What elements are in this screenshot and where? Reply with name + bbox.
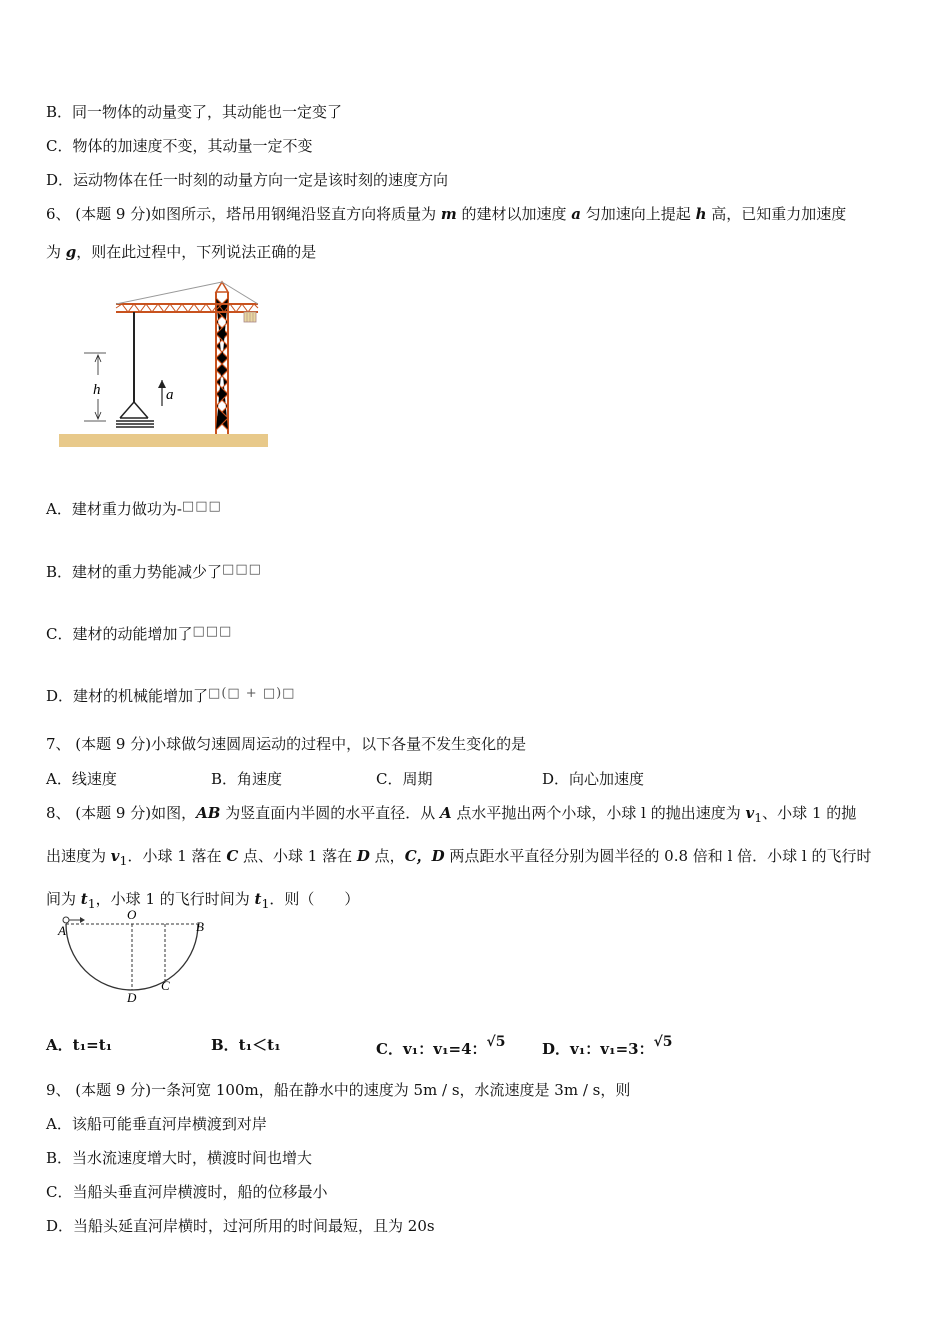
- q7-option-d: D．向心加速度: [542, 770, 645, 788]
- q6-option-c: C．建材的动能增加了□□□: [46, 624, 233, 643]
- formula-placeholder: □□□: [181, 499, 222, 514]
- q8-option-b: B．t₁＜t₁: [211, 1036, 281, 1054]
- q8-stem: 8、 (本题 9 分)如图，AB 为竖直面内半圆的水平直径．从 A 点水平抛出两个小球，小球 l 的抛出速度为 $v_1$、小球 1 的抛 出速度为 $v_1$．小球 1 落在 C 点、小球 1 落在 D 点，C，D 两点距水平直径分别为圆半径的 0.8 倍和 l 倍．小球 l 的飞行时 间为 $t_1$，小球 1 的飞行时间为 $t_1$．则（ ）: [46, 804, 872, 911]
- q8-option-c: C．v₁：v₁=4：√5: [376, 1034, 506, 1058]
- q8-options: [46, 1034, 906, 1056]
- formula-placeholder: □(□ + □)□: [208, 686, 296, 701]
- point-a-label: A: [58, 923, 66, 938]
- formula-placeholder: □□□: [192, 624, 233, 639]
- tower-crane-figure: [58, 278, 270, 450]
- semicircle-figure: [46, 906, 218, 1004]
- q7-option-c: C．周期: [376, 770, 433, 788]
- q8-option-a: A．t₁=t₁: [46, 1036, 113, 1054]
- sqrt-five: √5: [653, 1034, 673, 1050]
- q9-option-b: B．当水流速度增大时，横渡时间也增大: [46, 1149, 313, 1167]
- q9-option-a: A．该船可能垂直河岸横渡到对岸: [46, 1115, 267, 1133]
- ground: [59, 434, 268, 447]
- point-b-label: B: [196, 919, 204, 934]
- point-o-label: O: [127, 907, 137, 922]
- q7-stem: 7、 (本题 9 分)小球做匀速圆周运动的过程中，以下各量不发生变化的是: [46, 735, 527, 753]
- q5-option-c: C．物体的加速度不变，其动量一定不变: [46, 137, 313, 155]
- q9-option-c: C．当船头垂直河岸横渡时，船的位移最小: [46, 1183, 328, 1201]
- q9-stem: 9、 (本题 9 分)一条河宽 100m，船在静水中的速度为 5m / s，水流速度是 3m / s，则: [46, 1081, 631, 1099]
- q9-option-d: D．当船头延直河岸横时，过河所用的时间最短，且为 20s: [46, 1217, 435, 1235]
- q7-option-b: B．角速度: [211, 770, 283, 788]
- acceleration-label: a: [166, 387, 174, 403]
- q5-option-b: B．同一物体的动量变了，其动能也一定变了: [46, 103, 343, 121]
- q7-option-a: A．线速度: [46, 770, 117, 788]
- point-c-label: C: [161, 978, 170, 993]
- sqrt-five: √5: [486, 1034, 506, 1050]
- height-label: h: [93, 382, 101, 398]
- q5-option-d: D．运动物体在任一时刻的动量方向一定是该时刻的速度方向: [46, 171, 449, 189]
- q6-option-b: B．建材的重力势能减少了□□□: [46, 562, 262, 581]
- q6-option-a: A．建材重力做功为-□□□: [46, 499, 222, 518]
- q6-option-d: D．建材的机械能增加了□(□ + □)□: [46, 686, 296, 705]
- q7-options: [46, 768, 906, 790]
- formula-placeholder: □□□: [222, 562, 262, 577]
- q8-option-d: D．v₁：v₁=3：√5: [542, 1034, 673, 1058]
- q6-stem: 6、 (本题 9 分)如图所示，塔吊用钢绳沿竖直方向将质量为 m 的建材以加速度 a 匀加速向上提起 h 高，已知重力加速度 为 g，则在此过程中，下列说法正确的是: [46, 205, 847, 261]
- point-d-label: D: [127, 990, 137, 1004]
